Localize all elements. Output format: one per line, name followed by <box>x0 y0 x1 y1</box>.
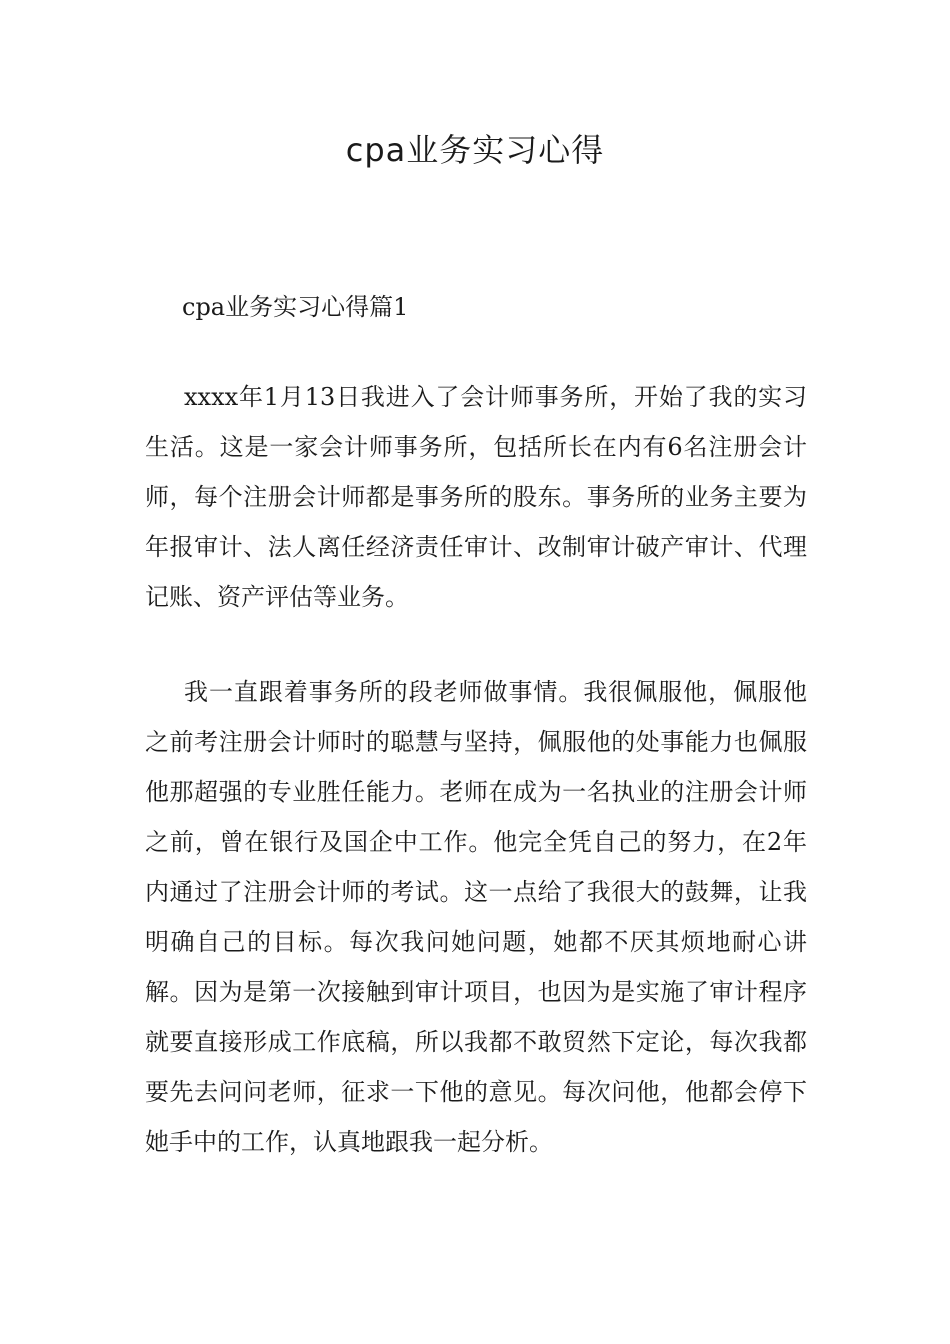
document-title: cpa业务实习心得 <box>345 131 605 169</box>
paragraph-2: 我一直跟着事务所的段老师做事情。我很佩服他，佩服他之前考注册会计师时的聪慧与坚持，佩服他的处事能力也佩服他那超强的专业胜任能力。老师在成为一名执业的注册会计师之前，曾在银行及国企中工作。他完全凭自己的努力，在2年内通过了注册会计师的考试。这一点给了我很大的鼓舞，让我明确自己的目标。每次我问她问题，她都不厌其烦地耐心讲解。因为是第一次接触到审计项目，也因为是实施了审计程序就要直接形成工作底稿，所以我都不敢贸然下定论，每次我都要先去问问老师，征求一下他的意见。每次问他，他都会停下她手中的工作，认真地跟我一起分析。 <box>145 678 807 1156</box>
section-heading: cpa业务实习心得篇1 <box>182 293 409 321</box>
paragraph-1: xxxx年1月13日我进入了会计师事务所，开始了我的实习生活。这是一家会计师事务所，包括所长在内有6名注册会计师，每个注册会计师都是事务所的股东。事务所的业务主要为年报审计、法人离任经济责任审计、改制审计破产审计、代理记账、资产评估等业务。 <box>145 383 807 611</box>
document-body <box>145 282 807 1167</box>
